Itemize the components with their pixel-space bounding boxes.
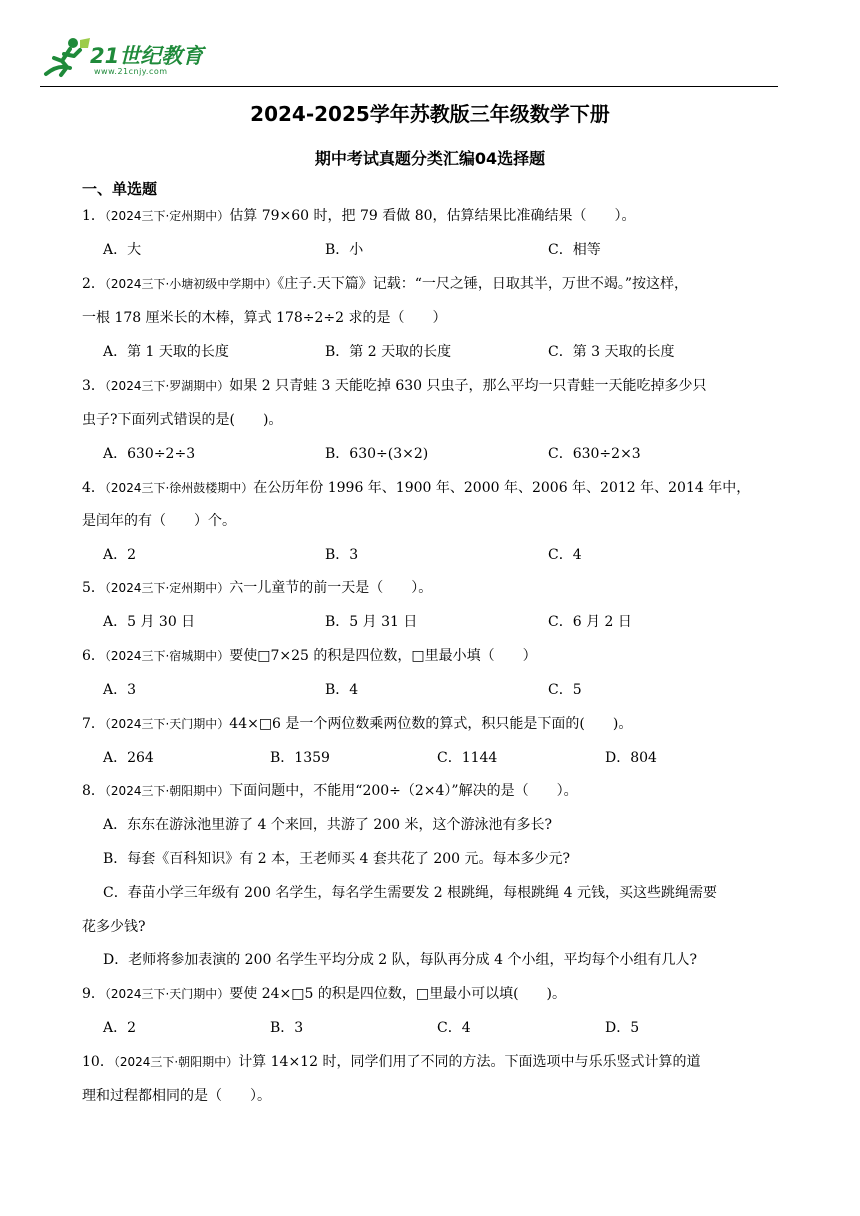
question-text: 下面问题中，不能用“200÷（2×4）”解决的是（ ）。 — [229, 783, 578, 799]
option-b: B．5 月 31 日 — [325, 614, 418, 630]
question-number: 7． — [82, 716, 105, 732]
question-text: 44×□6 是一个两位数乘两位数的算式，积只能是下面的( )。 — [229, 716, 633, 732]
question-text: 计算 14×12 时，同学们用了不同的方法。下面选项中与乐乐竖式计算的道 — [238, 1054, 701, 1070]
site-logo — [40, 34, 220, 80]
option-b: B．1359 — [270, 750, 330, 766]
page-header — [40, 34, 780, 86]
option-c: C．630÷2×3 — [548, 446, 641, 462]
option-c: C．4 — [437, 1020, 471, 1036]
option-a: A．264 — [103, 750, 154, 766]
option-a: A．2 — [103, 547, 137, 563]
question-3 — [82, 376, 782, 396]
logo-text: 21世纪教育 — [90, 44, 204, 68]
question-number: 3． — [82, 378, 105, 394]
question-source: （2024三下·宿城期中） — [104, 649, 230, 663]
header-divider — [40, 86, 778, 87]
option-b: B．第 2 天取的长度 — [325, 344, 452, 360]
question-text: 如果 2 只青蛙 3 天能吃掉 630 只虫子，那么平均一只青蛙一天能吃掉多少只 — [229, 378, 707, 394]
question-text: 六一儿童节的前一天是（ ）。 — [229, 580, 433, 596]
option-b: B．3 — [325, 547, 359, 563]
option-d: D．老师将参加表演的 200 名学生平均分成 2 队，每队再分成 4 个小组，平均每个小组有几人? — [103, 952, 697, 968]
question-3-line-2: 虫子?下面列式错误的是( )。 — [82, 412, 283, 428]
question-number: 2． — [82, 276, 105, 292]
question-source: （2024三下·罗湖期中） — [104, 379, 230, 393]
question-number: 8． — [82, 783, 105, 799]
option-d: D．804 — [605, 750, 657, 766]
option-c: C．4 — [548, 547, 582, 563]
page-subtitle: 期中考试真题分类汇编04选择题 — [314, 149, 546, 168]
question-1 — [82, 206, 782, 226]
option-a: A．大 — [103, 242, 142, 258]
option-a: A．东东在游泳池里游了 4 个来回，共游了 200 米，这个游泳池有多长? — [103, 817, 553, 833]
question-number: 9． — [82, 986, 105, 1002]
section-heading: 一、单选题 — [82, 180, 158, 198]
question-number: 6． — [82, 648, 105, 664]
question-2 — [82, 274, 782, 294]
question-source: （2024三下·定州期中） — [104, 209, 230, 223]
question-text: 《庄子.天下篇》记载：“一尺之锤，日取其半，万世不竭。”按这样， — [277, 276, 689, 292]
option-b: B．3 — [270, 1020, 304, 1036]
question-source: （2024三下·朝阳期中） — [104, 784, 230, 798]
question-source: （2024三下·朝阳期中） — [113, 1055, 239, 1069]
question-5 — [82, 578, 782, 598]
question-text: 要使□7×25 的积是四位数，□里最小填（ ） — [229, 648, 537, 664]
question-text: 在公历年份 1996 年、1900 年、2000 年、2006 年、2012 年、2014 年中， — [253, 480, 751, 496]
question-4-line-2: 是闰年的有（ ）个。 — [82, 513, 236, 529]
option-d: D．5 — [605, 1020, 640, 1036]
question-source: （2024三下·小塘初级中学期中） — [104, 277, 278, 291]
option-a: A．2 — [103, 1020, 137, 1036]
option-a: A．5 月 30 日 — [103, 614, 196, 630]
question-source: （2024三下·天门期中） — [104, 717, 230, 731]
option-c: C．相等 — [548, 242, 601, 258]
question-text: 估算 79×60 时，把 79 看做 80，估算结果比准确结果（ ）。 — [229, 208, 636, 224]
option-a: A．第 1 天取的长度 — [103, 344, 229, 360]
question-source: （2024三下·徐州鼓楼期中） — [104, 481, 254, 495]
question-text: 要使 24×□5 的积是四位数，□里最小可以填( )。 — [229, 986, 567, 1002]
option-b: B．每套《百科知识》有 2 本，王老师买 4 套共花了 200 元。每本多少元? — [103, 851, 571, 867]
question-number: 10． — [82, 1054, 114, 1070]
question-source: （2024三下·定州期中） — [104, 581, 230, 595]
option-c-line-2: 花多少钱? — [82, 919, 146, 935]
option-c: C．第 3 天取的长度 — [548, 344, 675, 360]
question-4 — [82, 478, 782, 498]
option-b: B．630÷(3×2) — [325, 446, 429, 462]
runner-logo-icon — [40, 34, 92, 80]
page-title: 2024-2025学年苏教版三年级数学下册 — [250, 102, 610, 126]
question-8 — [82, 781, 782, 801]
question-10 — [82, 1052, 782, 1072]
option-c: C．6 月 2 日 — [548, 614, 632, 630]
logo-url: www.21cnjy.com — [94, 67, 168, 76]
question-source: （2024三下·天门期中） — [104, 987, 230, 1001]
option-b: B．小 — [325, 242, 364, 258]
option-a: A．3 — [103, 682, 137, 698]
question-7 — [82, 714, 782, 734]
question-number: 1． — [82, 208, 105, 224]
question-number: 5． — [82, 580, 105, 596]
question-6 — [82, 646, 782, 666]
option-a: A．630÷2÷3 — [103, 446, 196, 462]
option-b: B．4 — [325, 682, 359, 698]
question-9 — [82, 984, 782, 1004]
question-2-line-2: 一根 178 厘米长的木棒，算式 178÷2÷2 求的是（ ） — [82, 310, 447, 326]
option-c: C．春苗小学三年级有 200 名学生，每名学生需要发 2 根跳绳，每根跳绳 4 元钱，买这些跳绳需要 — [103, 885, 717, 901]
question-10-line-2: 理和过程都相同的是（ ）。 — [82, 1088, 271, 1104]
question-number: 4． — [82, 480, 105, 496]
option-c: C．1144 — [437, 750, 498, 766]
option-c: C．5 — [548, 682, 582, 698]
